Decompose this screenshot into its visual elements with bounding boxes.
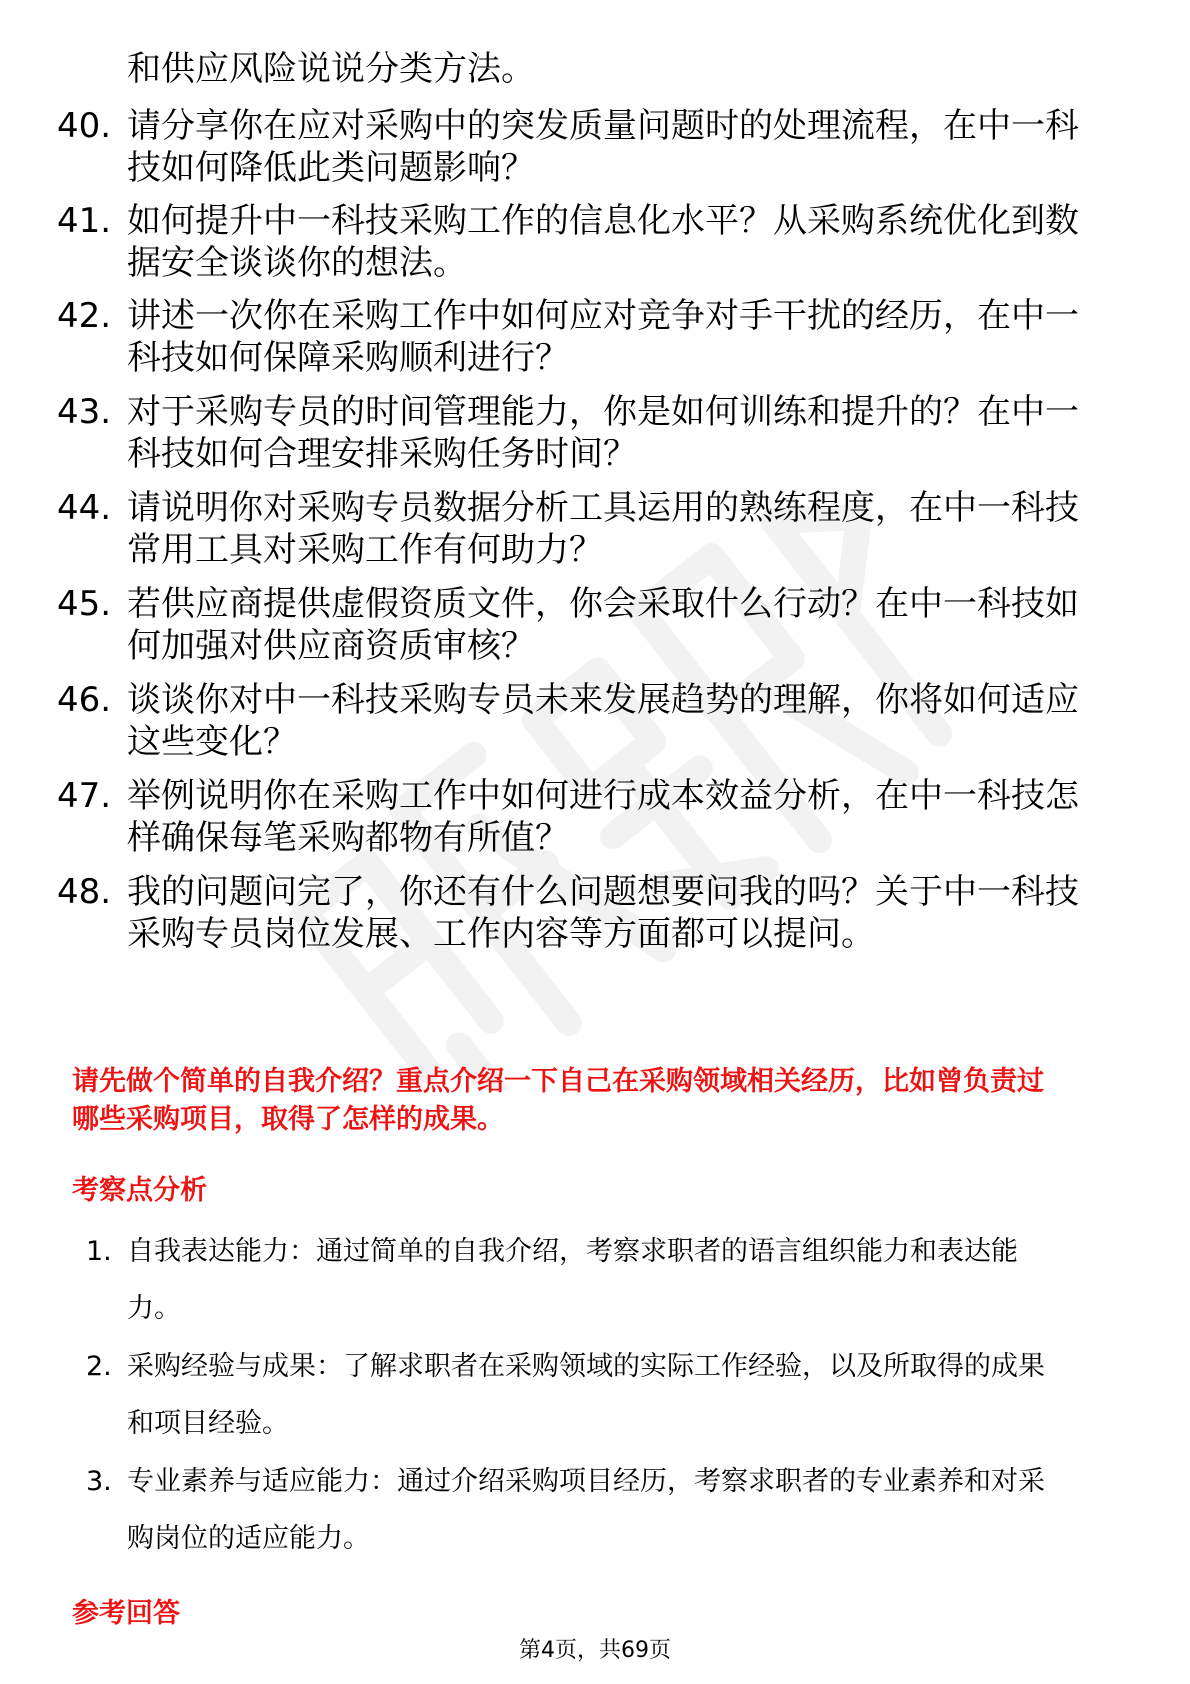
question-number: 47. [57,776,112,816]
question-line: 请说明你对采购专员数据分析工具运用的熟练程度，在中一科技 [127,488,1079,528]
question-line: 科技如何合理安排采购任务时间？ [127,434,637,474]
question-text [127,391,1117,475]
question-number: 43. [57,392,112,432]
question-number: 45. [57,584,112,624]
question-line: 样确保每笔采购都物有所值？ [127,818,569,858]
question-line: 举例说明你在采购工作中如何进行成本效益分析，在中一科技怎 [127,776,1079,816]
question-text [127,105,1117,189]
question-line: 对于采购专员的时间管理能力，你是如何训练和提升的？在中一 [127,392,1079,432]
analysis-number: 1. [86,1236,112,1267]
question-line: 这些变化？ [127,722,297,762]
question-line: 何加强对供应商资质审核？ [127,626,535,666]
question-line: 若供应商提供虚假资质文件，你会采取什么行动？在中一科技如 [127,584,1079,624]
question-line: 如何提升中一科技采购工作的信息化水平？从采购系统优化到数 [127,201,1079,241]
continuation-line: 和供应风险说说分类方法。 [127,49,535,89]
question-number: 44. [57,488,112,528]
question-number: 40. [57,106,112,146]
question-text [127,583,1117,667]
question-number: 41. [57,201,112,241]
analysis-line: 力。 [127,1293,181,1324]
highlight-question-line: 请先做个简单的自我介绍？重点介绍一下自己在采购领域相关经历，比如曾负责过 [72,1066,1044,1097]
analysis-line: 自我表达能力：通过简单的自我介绍，考察求职者的语言组织能力和表达能 [127,1236,1018,1267]
analysis-text [127,1338,1117,1452]
analysis-line: 专业素养与适应能力：通过介绍采购项目经历，考察求职者的专业素养和对采 [127,1466,1045,1497]
question-line: 我的问题问完了，你还有什么问题想要问我的吗？关于中一科技 [127,872,1079,912]
question-text [127,487,1117,571]
question-line: 常用工具对采购工作有何助力？ [127,530,603,570]
question-line: 讲述一次你在采购工作中如何应对竞争对手干扰的经历，在中一 [127,296,1079,336]
question-text [127,200,1117,284]
question-line: 技如何降低此类问题影响？ [127,148,535,188]
analysis-number: 2. [86,1351,112,1382]
analysis-text [127,1453,1117,1567]
analysis-heading: 考察点分析 [72,1175,207,1206]
analysis-line: 采购经验与成果：了解求职者在采购领域的实际工作经验，以及所取得的成果 [127,1351,1045,1382]
question-line: 采购专员岗位发展、工作内容等方面都可以提问。 [127,914,875,954]
question-text [127,679,1117,763]
question-number: 42. [57,296,112,336]
question-line: 据安全谈谈你的想法。 [127,243,467,283]
question-text [127,871,1117,955]
analysis-number: 3. [86,1466,112,1497]
highlight-question [72,1063,1132,1139]
highlight-question-line: 哪些采购项目，取得了怎样的成果。 [72,1104,504,1135]
question-number: 48. [57,872,112,912]
question-text [127,775,1117,859]
question-line: 请分享你在应对采购中的突发质量问题时的处理流程，在中一科 [127,106,1079,146]
question-line: 谈谈你对中一科技采购专员未来发展趋势的理解，你将如何适应 [127,680,1079,720]
analysis-line: 和项目经验。 [127,1408,289,1439]
question-line: 科技如何保障采购顺利进行？ [127,338,569,378]
reference-heading: 参考回答 [72,1598,180,1629]
question-text [127,295,1117,379]
question-number: 46. [57,680,112,720]
page-footer: 第4页，共69页 [519,1638,671,1663]
analysis-line: 购岗位的适应能力。 [127,1523,370,1554]
analysis-text [127,1223,1117,1337]
